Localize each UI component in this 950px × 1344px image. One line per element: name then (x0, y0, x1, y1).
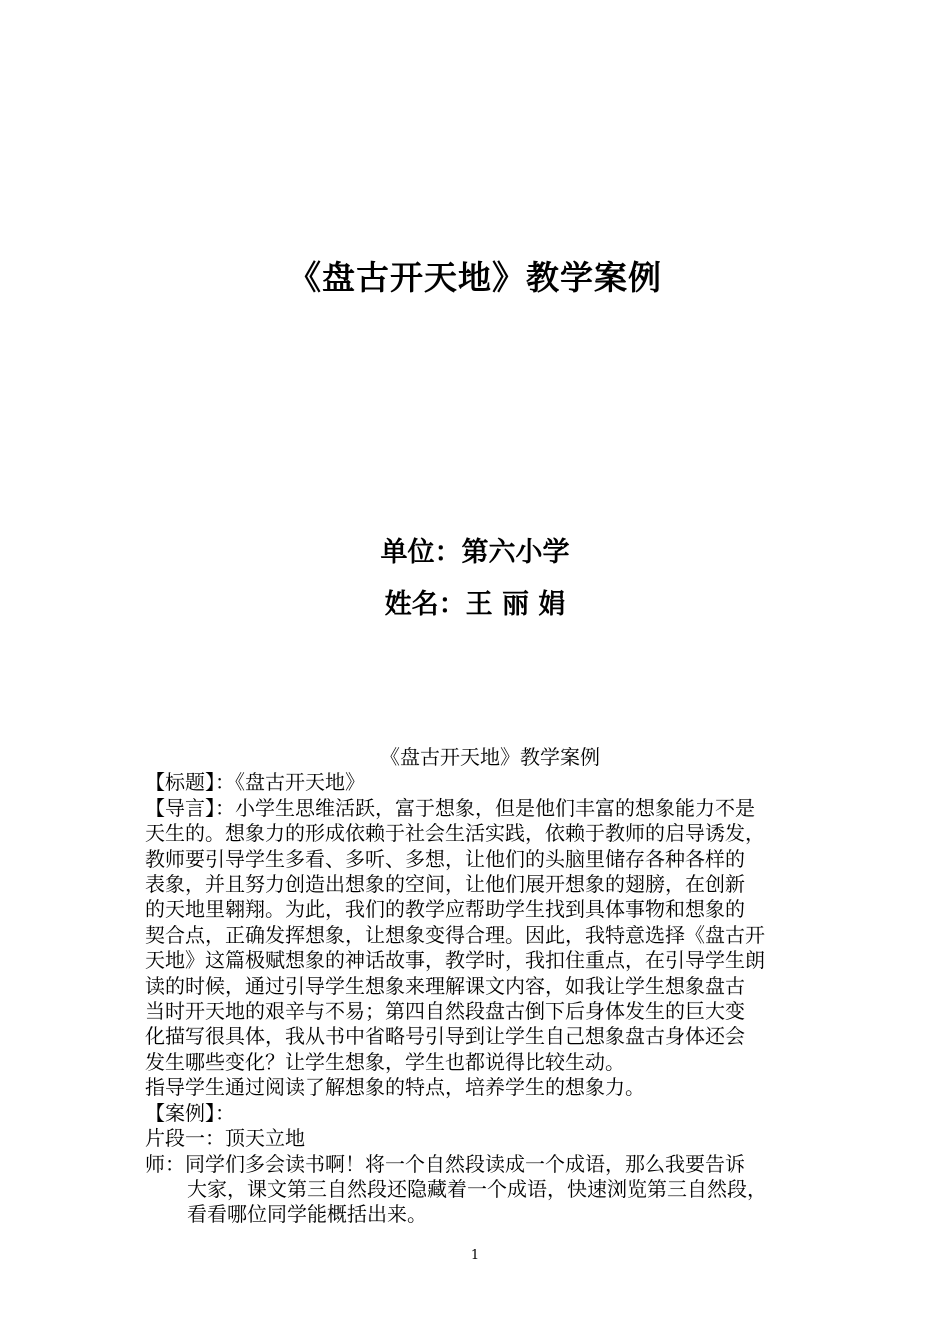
dialogue-line-indented: 大家，课文第三自然段还隐藏着一个成语，快速浏览第三自然段， (187, 1176, 767, 1201)
intro-line: 表象，并且努力创造出想象的空间，让他们展开想象的翅膀，在创新 (145, 872, 745, 897)
intro-line: 天生的。想象力的形成依赖于社会生活实践，依赖于教师的启导诱发， (145, 821, 765, 846)
intro-line: 契合点，正确发挥想象，让想象变得合理。因此，我特意选择《盘古开 (145, 922, 765, 947)
intro-line: 天地》这篇极赋想象的神话故事，教学时，我扣住重点，在引导学生朗 (145, 948, 765, 973)
cover-unit: 单位：第六小学 (380, 537, 570, 568)
intro-line: 化描写很具体，我从书中省略号引导到让学生自己想象盘古身体还会 (145, 1024, 745, 1049)
case-heading: 【案例】： (145, 1100, 235, 1125)
intro-line: 【导言】：小学生思维活跃，富于想象，但是他们丰富的想象能力不是 (145, 795, 755, 820)
intro-line: 发生哪些变化？让学生想象，学生也都说得比较生动。 (145, 1049, 625, 1074)
page-number: 1 (470, 1248, 480, 1263)
heading-title-line: 【标题】：《盘古开天地》 (145, 770, 365, 795)
intro-line: 教师要引导学生多看、多听、多想，让他们的头脑里储存各种各样的 (145, 846, 745, 871)
intro-line: 读的时候，通过引导学生想象来理解课文内容，如我让学生想象盘古 (145, 973, 745, 998)
intro-line: 指导学生通过阅读了解想象的特点，培养学生的想象力。 (145, 1075, 645, 1100)
cover-author-name: 姓名：王 丽 娟 (384, 589, 566, 620)
body-title: 《盘古开天地》教学案例 (380, 745, 600, 769)
intro-line: 当时开天地的艰辛与不易；第四自然段盘古倒下后身体发生的巨大变 (145, 999, 745, 1024)
intro-line: 的天地里翱翔。为此，我们的教学应帮助学生找到具体事物和想象的 (145, 897, 745, 922)
document-body (145, 745, 815, 1228)
segment-heading: 片段一：顶天立地 (145, 1126, 305, 1151)
cover-title: 《盘古开天地》教学案例 (288, 258, 662, 297)
dialogue-line: 师：同学们多会读书啊！将一个自然段读成一个成语，那么我要告诉 (145, 1151, 745, 1176)
dialogue-line-indented: 看看哪位同学能概括出来。 (187, 1202, 427, 1227)
